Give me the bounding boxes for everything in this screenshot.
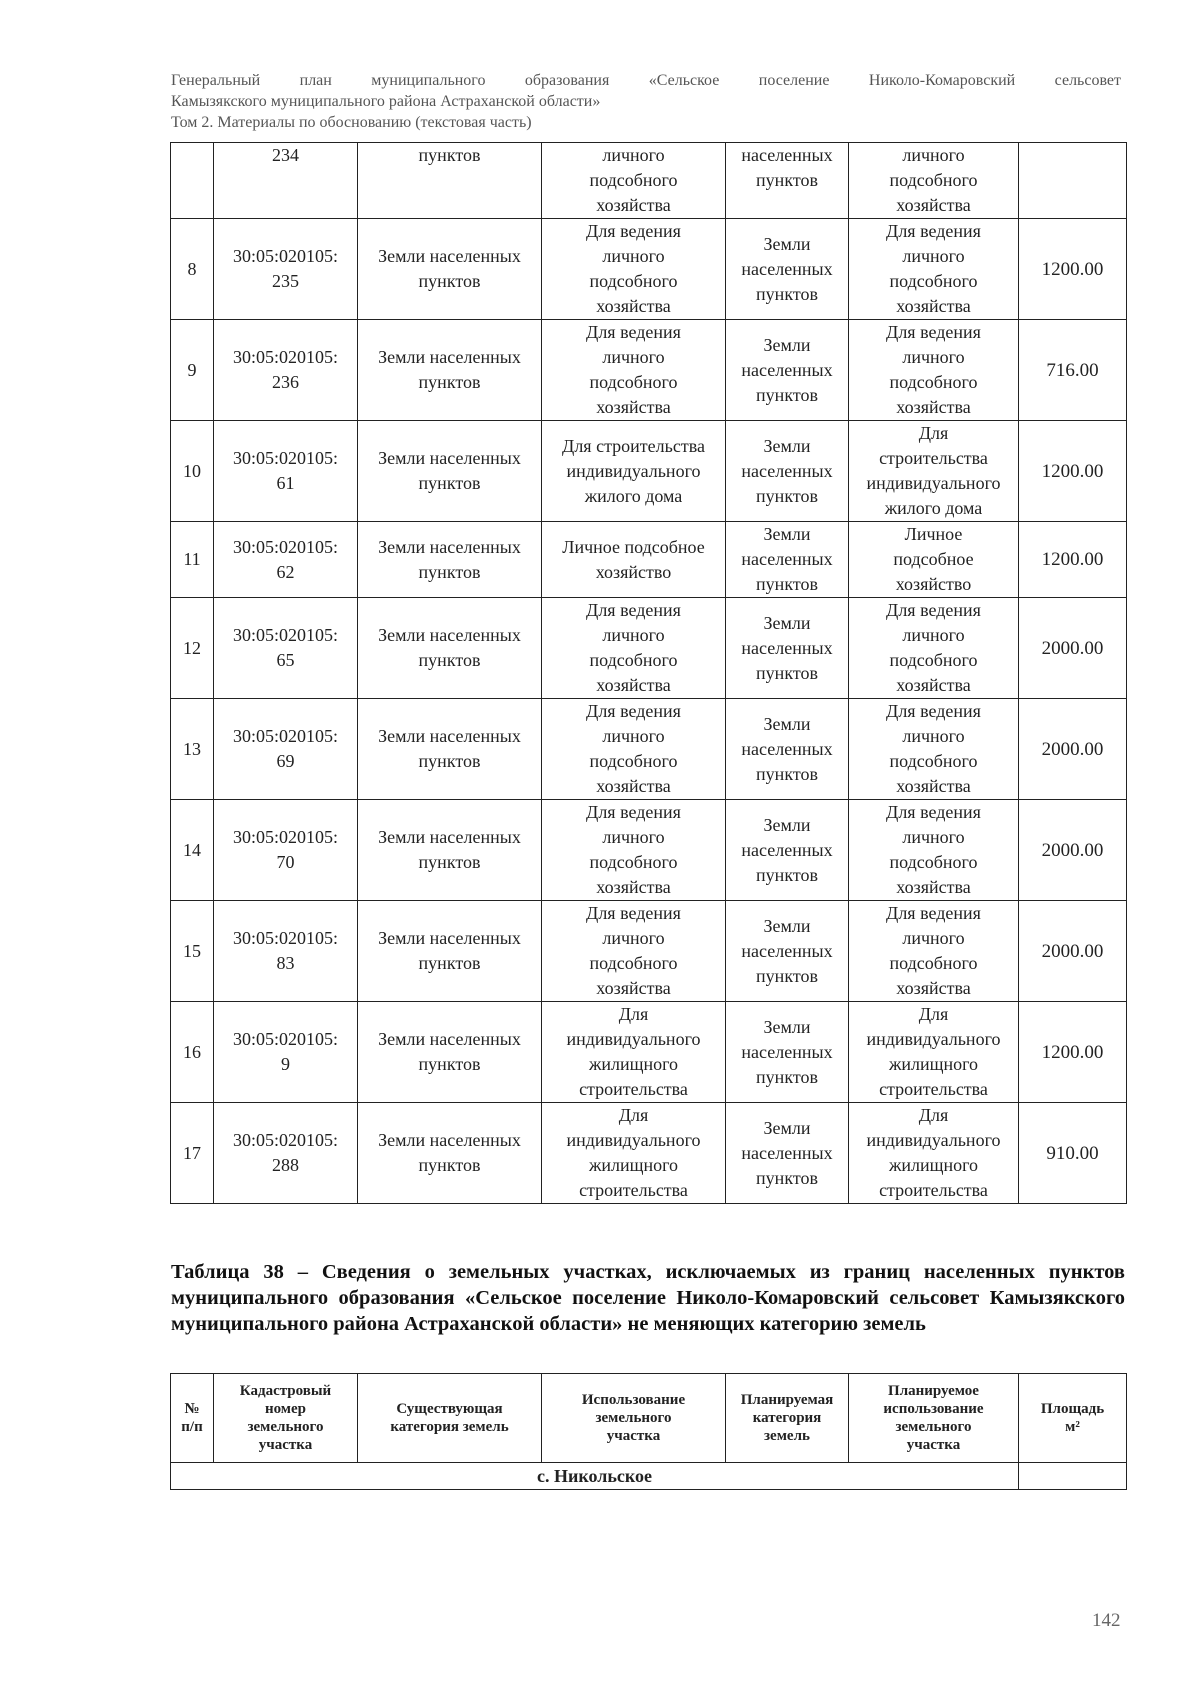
cell-cadastral: 30:05:020105: 83: [214, 901, 358, 1002]
cell-planned-category: Земли населенных пунктов: [726, 421, 849, 522]
cell-num: 15: [171, 901, 214, 1002]
cell-num: 12: [171, 598, 214, 699]
table-row: [171, 320, 1127, 421]
table-38-title: Таблица 38 – Сведения о земельных участках, исключаемых из границ населенных пунктов муниципального образования «Сельское поселение Николо-Комаровский сельсовет Камызякского муниципального района Астраханской области» не меняющих категорию земель: [171, 1261, 1125, 1335]
header-line-2: Камызякского муниципального района Астраханской области»: [171, 93, 601, 110]
cell-cadastral: 30:05:020105: 288: [214, 1103, 358, 1204]
table-row: [171, 901, 1127, 1002]
cell-area: 910.00: [1019, 1103, 1127, 1204]
cell-planned-usage: Для индивидуального жилищного строительства: [849, 1002, 1019, 1103]
cell-usage: Для ведения личного подсобного хозяйства: [542, 219, 726, 320]
cell-usage: личного подсобного хозяйства: [542, 143, 726, 219]
cell-planned-usage: Для ведения личного подсобного хозяйства: [849, 320, 1019, 421]
cell-planned-usage: Для ведения личного подсобного хозяйства: [849, 901, 1019, 1002]
cell-planned-category: Земли населенных пунктов: [726, 1002, 849, 1103]
cell-area: 1200.00: [1019, 1002, 1127, 1103]
cell-num: 14: [171, 800, 214, 901]
cell-planned-category: Земли населенных пунктов: [726, 699, 849, 800]
cell-planned-usage: Для индивидуального жилищного строительства: [849, 1103, 1019, 1204]
cell-usage: Для ведения личного подсобного хозяйства: [542, 320, 726, 421]
cell-planned-category: Земли населенных пунктов: [726, 522, 849, 598]
cell-cadastral: 30:05:020105: 65: [214, 598, 358, 699]
cell-category: Земли населенных пунктов: [358, 219, 542, 320]
cell-usage: Для строительства индивидуального жилого дома: [542, 421, 726, 522]
cell-cadastral: 234: [214, 143, 358, 219]
cell-area: 2000.00: [1019, 699, 1127, 800]
cell-num: 8: [171, 219, 214, 320]
excluded-plots-table: [170, 1373, 1127, 1490]
cell-planned-category: Земли населенных пунктов: [726, 320, 849, 421]
cell-usage: Для индивидуального жилищного строительства: [542, 1002, 726, 1103]
cell-cadastral: 30:05:020105: 9: [214, 1002, 358, 1103]
header-category: Существующая категория земель: [358, 1374, 542, 1463]
cell-area: 2000.00: [1019, 901, 1127, 1002]
cell-planned-usage: Для ведения личного подсобного хозяйства: [849, 800, 1019, 901]
table-row: [171, 1103, 1127, 1204]
cell-planned-usage: Для ведения личного подсобного хозяйства: [849, 219, 1019, 320]
section-label: с. Никольское: [171, 1463, 1019, 1490]
header-line-3: Том 2. Материалы по обоснованию (текстовая часть): [171, 114, 532, 131]
cell-category: Земли населенных пунктов: [358, 598, 542, 699]
section-row: [171, 1463, 1127, 1490]
header-planned-usage: Планируемое использование земельного участка: [849, 1374, 1019, 1463]
document-header: [171, 70, 1121, 133]
cell-area: 1200.00: [1019, 421, 1127, 522]
cell-usage: Личное подсобное хозяйство: [542, 522, 726, 598]
cell-category: Земли населенных пунктов: [358, 901, 542, 1002]
cell-category: Земли населенных пунктов: [358, 1103, 542, 1204]
cell-cadastral: 30:05:020105: 62: [214, 522, 358, 598]
cell-planned-category: Земли населенных пунктов: [726, 1103, 849, 1204]
table-row: [171, 421, 1127, 522]
cell-planned-usage: Для ведения личного подсобного хозяйства: [849, 699, 1019, 800]
cell-category: пунктов: [358, 143, 542, 219]
cell-area: [1019, 143, 1127, 219]
header-area: Площадь м²: [1019, 1374, 1127, 1463]
cell-planned-category: Земли населенных пунктов: [726, 219, 849, 320]
cell-num: [171, 143, 214, 219]
table-row: [171, 800, 1127, 901]
cell-usage: Для ведения личного подсобного хозяйства: [542, 598, 726, 699]
cell-usage: Для ведения личного подсобного хозяйства: [542, 800, 726, 901]
cell-category: Земли населенных пунктов: [358, 1002, 542, 1103]
cell-cadastral: 30:05:020105: 236: [214, 320, 358, 421]
cell-cadastral: 30:05:020105: 235: [214, 219, 358, 320]
cell-area: 1200.00: [1019, 522, 1127, 598]
cell-num: 16: [171, 1002, 214, 1103]
cell-area: 2000.00: [1019, 800, 1127, 901]
table-header-row: [171, 1374, 1127, 1463]
table-row: [171, 699, 1127, 800]
cell-planned-usage: Для строительства индивидуального жилого дома: [849, 421, 1019, 522]
cell-num: 9: [171, 320, 214, 421]
page-number: 142: [1092, 1610, 1121, 1631]
cell-usage: Для индивидуального жилищного строительства: [542, 1103, 726, 1204]
cell-num: 11: [171, 522, 214, 598]
section-empty-cell: [1019, 1463, 1127, 1490]
cell-category: Земли населенных пунктов: [358, 699, 542, 800]
land-plots-table-body: [171, 143, 1127, 1204]
cell-usage: Для ведения личного подсобного хозяйства: [542, 901, 726, 1002]
cell-planned-category: Земли населенных пунктов: [726, 901, 849, 1002]
cell-category: Земли населенных пунктов: [358, 320, 542, 421]
cell-category: Земли населенных пунктов: [358, 421, 542, 522]
table-row: [171, 143, 1127, 219]
cell-usage: Для ведения личного подсобного хозяйства: [542, 699, 726, 800]
cell-planned-usage: Личное подсобное хозяйство: [849, 522, 1019, 598]
header-planned-category: Планируемая категория земель: [726, 1374, 849, 1463]
cell-planned-usage: Для ведения личного подсобного хозяйства: [849, 598, 1019, 699]
cell-cadastral: 30:05:020105: 69: [214, 699, 358, 800]
cell-planned-category: Земли населенных пунктов: [726, 598, 849, 699]
cell-cadastral: 30:05:020105: 61: [214, 421, 358, 522]
cell-planned-category: Земли населенных пунктов: [726, 800, 849, 901]
cell-num: 17: [171, 1103, 214, 1204]
cell-area: 716.00: [1019, 320, 1127, 421]
cell-num: 10: [171, 421, 214, 522]
cell-category: Земли населенных пунктов: [358, 800, 542, 901]
cell-category: Земли населенных пунктов: [358, 522, 542, 598]
cell-cadastral: 30:05:020105: 70: [214, 800, 358, 901]
cell-area: 1200.00: [1019, 219, 1127, 320]
land-plots-table: [170, 142, 1127, 1204]
cell-num: 13: [171, 699, 214, 800]
table-row: [171, 219, 1127, 320]
header-cadastral: Кадастровый номер земельного участка: [214, 1374, 358, 1463]
cell-planned-category: населенных пунктов: [726, 143, 849, 219]
header-num: № п/п: [171, 1374, 214, 1463]
table-row: [171, 598, 1127, 699]
header-line-1: Генеральный план муниципального образования «Сельское поселение Николо-Комаровский сельсовет: [171, 72, 1121, 89]
table-row: [171, 1002, 1127, 1103]
header-usage: Использование земельного участка: [542, 1374, 726, 1463]
cell-planned-usage: личного подсобного хозяйства: [849, 143, 1019, 219]
table-row: [171, 522, 1127, 598]
cell-area: 2000.00: [1019, 598, 1127, 699]
